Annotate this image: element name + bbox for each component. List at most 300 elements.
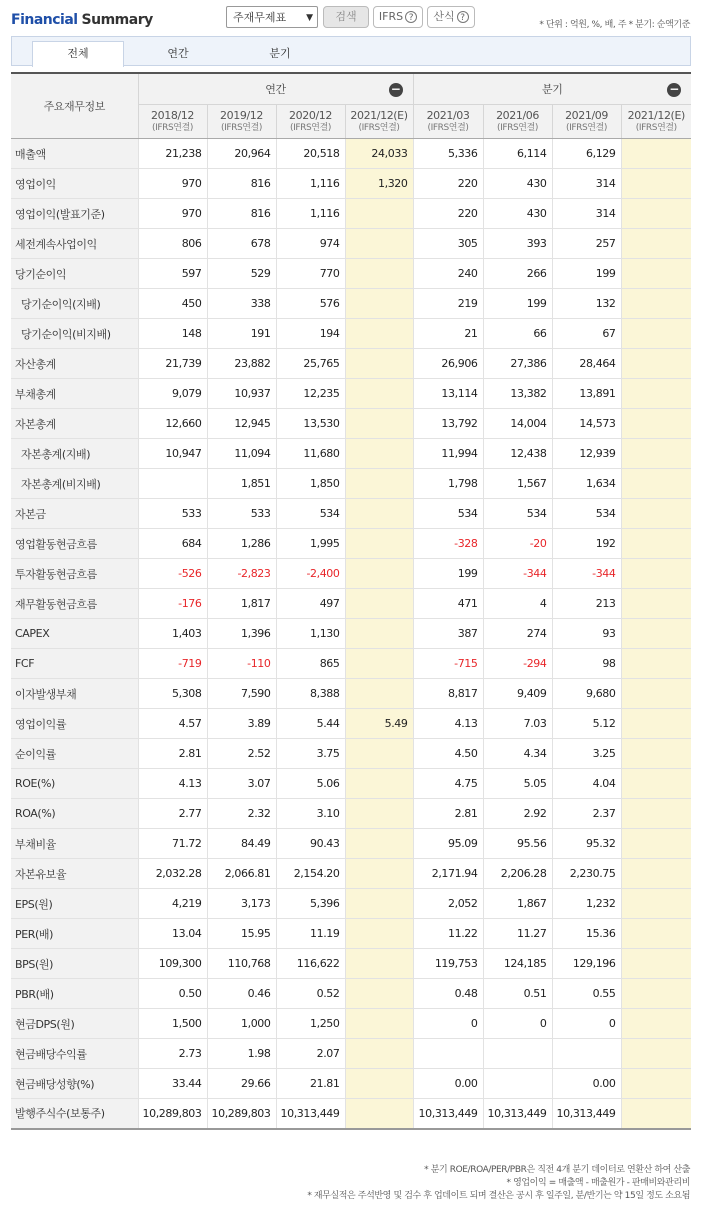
table-cell: 5.49 bbox=[345, 709, 413, 739]
column-basis: (IFRS연결) bbox=[427, 122, 469, 133]
table-cell bbox=[345, 949, 413, 979]
table-row bbox=[11, 949, 691, 979]
table-cell: 20,518 bbox=[276, 139, 345, 169]
table-cell: 314 bbox=[552, 199, 621, 229]
table-cell: 970 bbox=[138, 169, 207, 199]
table-cell: 10,289,803 bbox=[138, 1099, 207, 1129]
table-cell: 2.81 bbox=[413, 799, 483, 829]
quarter-group-header bbox=[413, 73, 691, 105]
table-cell: 10,313,449 bbox=[413, 1099, 483, 1129]
table-cell bbox=[345, 649, 413, 679]
table-cell bbox=[621, 319, 691, 349]
table-cell bbox=[621, 949, 691, 979]
table-cell: 2,154.20 bbox=[276, 859, 345, 889]
table-cell: 3.07 bbox=[207, 769, 276, 799]
table-cell bbox=[345, 259, 413, 289]
column-basis: (IFRS연결) bbox=[289, 122, 331, 133]
column-header bbox=[207, 105, 276, 139]
table-row bbox=[11, 919, 691, 949]
table-cell bbox=[345, 1009, 413, 1039]
table-cell: 11.19 bbox=[276, 919, 345, 949]
table-cell: 95.32 bbox=[552, 829, 621, 859]
table-cell bbox=[345, 979, 413, 1009]
table-cell bbox=[345, 469, 413, 499]
table-cell: 684 bbox=[138, 529, 207, 559]
tab-all[interactable]: 전체 bbox=[32, 41, 124, 67]
table-cell: 14,573 bbox=[552, 409, 621, 439]
table-cell: 266 bbox=[483, 259, 552, 289]
table-cell: 13,114 bbox=[413, 379, 483, 409]
table-cell bbox=[345, 529, 413, 559]
table-cell: 2,032.28 bbox=[138, 859, 207, 889]
table-cell: 4.50 bbox=[413, 739, 483, 769]
table-cell: 1,500 bbox=[138, 1009, 207, 1039]
table-cell: 13,891 bbox=[552, 379, 621, 409]
table-cell: 10,313,449 bbox=[552, 1099, 621, 1129]
column-header bbox=[138, 105, 207, 139]
table-cell: 1,320 bbox=[345, 169, 413, 199]
column-basis: (IFRS연결) bbox=[635, 122, 677, 133]
table-cell: 2.07 bbox=[276, 1039, 345, 1069]
table-cell: 11,994 bbox=[413, 439, 483, 469]
table-cell: 191 bbox=[207, 319, 276, 349]
table-cell bbox=[345, 409, 413, 439]
table-cell: 1,817 bbox=[207, 589, 276, 619]
table-row bbox=[11, 169, 691, 199]
table-cell bbox=[345, 829, 413, 859]
row-label: 영업이익(발표기준) bbox=[11, 199, 138, 229]
table-row bbox=[11, 319, 691, 349]
table-cell: 10,313,449 bbox=[483, 1099, 552, 1129]
table-row bbox=[11, 709, 691, 739]
table-cell: 2,066.81 bbox=[207, 859, 276, 889]
table-cell: 1,851 bbox=[207, 469, 276, 499]
row-label: 세전계속사업이익 bbox=[11, 229, 138, 259]
table-cell: -110 bbox=[207, 649, 276, 679]
table-cell: 192 bbox=[552, 529, 621, 559]
chevron-down-icon: ▼ bbox=[306, 13, 313, 23]
table-cell: 4.75 bbox=[413, 769, 483, 799]
table-cell bbox=[413, 1039, 483, 1069]
table-cell: -2,400 bbox=[276, 559, 345, 589]
table-cell bbox=[345, 769, 413, 799]
table-cell: 90.43 bbox=[276, 829, 345, 859]
ifrs-label: IFRS bbox=[378, 10, 404, 23]
row-header-label: 주요재무정보 bbox=[11, 73, 138, 139]
help-icon: ? bbox=[457, 11, 469, 23]
table-cell: 5.12 bbox=[552, 709, 621, 739]
table-cell: 534 bbox=[413, 499, 483, 529]
table-cell: 13.04 bbox=[138, 919, 207, 949]
table-cell bbox=[621, 679, 691, 709]
table-cell: 576 bbox=[276, 289, 345, 319]
row-label: 당기순이익(지배) bbox=[11, 289, 138, 319]
row-label: 당기순이익 bbox=[11, 259, 138, 289]
table-cell: 6,129 bbox=[552, 139, 621, 169]
statement-type-select[interactable] bbox=[226, 6, 318, 28]
table-cell: 0 bbox=[552, 1009, 621, 1039]
table-cell bbox=[345, 199, 413, 229]
table-cell: 194 bbox=[276, 319, 345, 349]
table-cell: 26,906 bbox=[413, 349, 483, 379]
row-label: PER(배) bbox=[11, 919, 138, 949]
table-cell bbox=[621, 649, 691, 679]
table-cell: 5.44 bbox=[276, 709, 345, 739]
column-header bbox=[345, 105, 413, 139]
table-cell: 529 bbox=[207, 259, 276, 289]
table-cell bbox=[621, 289, 691, 319]
table-cell: 0.52 bbox=[276, 979, 345, 1009]
table-cell bbox=[621, 799, 691, 829]
table-cell: 10,313,449 bbox=[276, 1099, 345, 1129]
table-cell: 497 bbox=[276, 589, 345, 619]
row-label: 자본유보율 bbox=[11, 859, 138, 889]
table-cell: 14,004 bbox=[483, 409, 552, 439]
column-period: 2021/06 bbox=[496, 108, 539, 122]
table-cell: 597 bbox=[138, 259, 207, 289]
table-cell: 3.89 bbox=[207, 709, 276, 739]
table-row bbox=[11, 979, 691, 1009]
table-cell: 7,590 bbox=[207, 679, 276, 709]
table-cell: 11,680 bbox=[276, 439, 345, 469]
annual-group-header bbox=[138, 73, 413, 105]
table-cell: -20 bbox=[483, 529, 552, 559]
column-basis: (IFRS연결) bbox=[220, 122, 262, 133]
table-cell: 2.37 bbox=[552, 799, 621, 829]
table-cell: 2.77 bbox=[138, 799, 207, 829]
table-cell: 2.52 bbox=[207, 739, 276, 769]
top-bar bbox=[0, 0, 702, 36]
table-cell: 12,939 bbox=[552, 439, 621, 469]
table-cell bbox=[621, 709, 691, 739]
table-cell bbox=[621, 199, 691, 229]
table-cell: 0.55 bbox=[552, 979, 621, 1009]
table-cell bbox=[621, 769, 691, 799]
table-row bbox=[11, 769, 691, 799]
table-cell bbox=[345, 1039, 413, 1069]
row-label: 현금DPS(원) bbox=[11, 1009, 138, 1039]
table-row bbox=[11, 829, 691, 859]
table-cell: -294 bbox=[483, 649, 552, 679]
row-label: 현금배당성향(%) bbox=[11, 1069, 138, 1099]
table-cell bbox=[345, 289, 413, 319]
page-title bbox=[11, 12, 153, 28]
search-button[interactable]: 검색 bbox=[323, 6, 369, 28]
table-cell: 816 bbox=[207, 169, 276, 199]
table-cell: 770 bbox=[276, 259, 345, 289]
table-row bbox=[11, 199, 691, 229]
table-row bbox=[11, 559, 691, 589]
row-label: ROA(%) bbox=[11, 799, 138, 829]
table-cell bbox=[621, 409, 691, 439]
table-cell: 10,937 bbox=[207, 379, 276, 409]
table-cell: 148 bbox=[138, 319, 207, 349]
table-cell: 0.00 bbox=[413, 1069, 483, 1099]
table-cell: 974 bbox=[276, 229, 345, 259]
table-row bbox=[11, 889, 691, 919]
table-row bbox=[11, 229, 691, 259]
table-cell bbox=[345, 559, 413, 589]
formula-help-button[interactable] bbox=[427, 6, 475, 28]
row-label: ROE(%) bbox=[11, 769, 138, 799]
table-row bbox=[11, 739, 691, 769]
table-cell: 1,995 bbox=[276, 529, 345, 559]
table-cell bbox=[621, 979, 691, 1009]
table-cell: 12,660 bbox=[138, 409, 207, 439]
table-cell: 3.10 bbox=[276, 799, 345, 829]
column-header bbox=[413, 105, 483, 139]
table-cell: 219 bbox=[413, 289, 483, 319]
footnote-line: * 재무실적은 주석반영 및 검수 후 업데이트 되며 결산은 공시 후 일주일, 분/반기는 약 15일 정도 소요됨 bbox=[307, 1191, 690, 1201]
table-row bbox=[11, 289, 691, 319]
table-row bbox=[11, 799, 691, 829]
table-cell: 213 bbox=[552, 589, 621, 619]
table-cell: 12,235 bbox=[276, 379, 345, 409]
table-cell: 0.00 bbox=[552, 1069, 621, 1099]
table-cell bbox=[345, 499, 413, 529]
table-row bbox=[11, 469, 691, 499]
table-cell: 816 bbox=[207, 199, 276, 229]
row-label: 자본총계 bbox=[11, 409, 138, 439]
help-icon: ? bbox=[405, 11, 417, 23]
table-cell: 11,094 bbox=[207, 439, 276, 469]
column-period: 2021/12(E) bbox=[350, 108, 408, 122]
table-cell bbox=[621, 379, 691, 409]
table-cell: 314 bbox=[552, 169, 621, 199]
row-label: 당기순이익(비지배) bbox=[11, 319, 138, 349]
table-cell bbox=[345, 379, 413, 409]
table-cell: 23,882 bbox=[207, 349, 276, 379]
table-cell: 534 bbox=[483, 499, 552, 529]
table-cell: 110,768 bbox=[207, 949, 276, 979]
table-cell bbox=[621, 859, 691, 889]
table-cell: 2,052 bbox=[413, 889, 483, 919]
table-cell: 12,438 bbox=[483, 439, 552, 469]
row-label: 영업이익률 bbox=[11, 709, 138, 739]
period-tabs bbox=[11, 36, 691, 66]
table-cell bbox=[552, 1039, 621, 1069]
row-label: 영업이익 bbox=[11, 169, 138, 199]
row-label: 순이익률 bbox=[11, 739, 138, 769]
table-cell: 2.81 bbox=[138, 739, 207, 769]
table-cell: 4.57 bbox=[138, 709, 207, 739]
row-label: 자본금 bbox=[11, 499, 138, 529]
table-row bbox=[11, 259, 691, 289]
table-cell bbox=[345, 319, 413, 349]
table-cell: 10,289,803 bbox=[207, 1099, 276, 1129]
table-cell: 27,386 bbox=[483, 349, 552, 379]
row-label: BPS(원) bbox=[11, 949, 138, 979]
table-cell bbox=[345, 589, 413, 619]
collapse-annual-icon[interactable]: − bbox=[389, 83, 403, 97]
table-cell bbox=[621, 559, 691, 589]
table-cell: 21,739 bbox=[138, 349, 207, 379]
financial-summary-table bbox=[11, 72, 691, 1130]
table-cell bbox=[345, 679, 413, 709]
table-cell bbox=[621, 349, 691, 379]
table-cell: 0.46 bbox=[207, 979, 276, 1009]
table-cell bbox=[345, 439, 413, 469]
row-label: 매출액 bbox=[11, 139, 138, 169]
column-basis: (IFRS연결) bbox=[151, 122, 193, 133]
table-row bbox=[11, 529, 691, 559]
table-cell: 1,850 bbox=[276, 469, 345, 499]
table-cell: 1,130 bbox=[276, 619, 345, 649]
table-cell: 95.09 bbox=[413, 829, 483, 859]
table-cell: 11.22 bbox=[413, 919, 483, 949]
row-label: 재무활동현금흐름 bbox=[11, 589, 138, 619]
table-cell: 67 bbox=[552, 319, 621, 349]
table-cell: 15.36 bbox=[552, 919, 621, 949]
tab-quarter[interactable]: 분기 bbox=[269, 47, 291, 60]
table-cell bbox=[621, 1069, 691, 1099]
table-cell: -2,823 bbox=[207, 559, 276, 589]
table-cell: 2,206.28 bbox=[483, 859, 552, 889]
table-cell: 678 bbox=[207, 229, 276, 259]
table-cell bbox=[621, 1039, 691, 1069]
column-period: 2019/12 bbox=[220, 108, 263, 122]
table-cell: 116,622 bbox=[276, 949, 345, 979]
table-cell: 4.04 bbox=[552, 769, 621, 799]
quarter-group-label: 분기 bbox=[542, 83, 563, 96]
table-cell: 430 bbox=[483, 199, 552, 229]
table-cell: 9,409 bbox=[483, 679, 552, 709]
table-cell: 3.75 bbox=[276, 739, 345, 769]
table-cell: 1,000 bbox=[207, 1009, 276, 1039]
table-cell: -344 bbox=[483, 559, 552, 589]
table-cell: 199 bbox=[483, 289, 552, 319]
table-cell: 2.92 bbox=[483, 799, 552, 829]
table-row bbox=[11, 649, 691, 679]
row-label: 영업활동현금흐름 bbox=[11, 529, 138, 559]
table-cell bbox=[345, 349, 413, 379]
ifrs-help-button[interactable] bbox=[373, 6, 423, 28]
table-cell: 1,634 bbox=[552, 469, 621, 499]
table-cell: 5,308 bbox=[138, 679, 207, 709]
table-cell: 533 bbox=[138, 499, 207, 529]
formula-label: 산식 bbox=[433, 10, 455, 23]
row-label: 자본총계(지배) bbox=[11, 439, 138, 469]
annual-group-label: 연간 bbox=[265, 83, 286, 96]
table-row bbox=[11, 139, 691, 169]
row-label: PBR(배) bbox=[11, 979, 138, 1009]
table-cell: 129,196 bbox=[552, 949, 621, 979]
table-cell bbox=[621, 469, 691, 499]
table-cell: 2,230.75 bbox=[552, 859, 621, 889]
table-cell bbox=[138, 469, 207, 499]
table-cell: -719 bbox=[138, 649, 207, 679]
table-cell bbox=[345, 889, 413, 919]
table-cell: 9,079 bbox=[138, 379, 207, 409]
table-row bbox=[11, 499, 691, 529]
table-cell: 2.73 bbox=[138, 1039, 207, 1069]
row-label: 투자활동현금흐름 bbox=[11, 559, 138, 589]
table-cell: 4.34 bbox=[483, 739, 552, 769]
table-cell: 33.44 bbox=[138, 1069, 207, 1099]
table-cell: 3,173 bbox=[207, 889, 276, 919]
table-cell: 8,388 bbox=[276, 679, 345, 709]
column-basis: (IFRS연결) bbox=[358, 122, 400, 133]
footnote-line: * 분기 ROE/ROA/PER/PBR은 직전 4개 분기 데이터로 연환산 하여 산출 bbox=[424, 1165, 690, 1175]
table-cell: 220 bbox=[413, 169, 483, 199]
table-cell: 806 bbox=[138, 229, 207, 259]
table-cell bbox=[621, 169, 691, 199]
table-cell bbox=[345, 1099, 413, 1129]
table-row bbox=[11, 679, 691, 709]
table-cell: 5.06 bbox=[276, 769, 345, 799]
table-cell: 305 bbox=[413, 229, 483, 259]
table-cell bbox=[621, 589, 691, 619]
table-row bbox=[11, 1069, 691, 1099]
table-cell: 3.25 bbox=[552, 739, 621, 769]
table-cell: 132 bbox=[552, 289, 621, 319]
table-cell: 84.49 bbox=[207, 829, 276, 859]
title-financial: Financial bbox=[11, 12, 78, 28]
table-row bbox=[11, 1009, 691, 1039]
row-label: 자본총계(비지배) bbox=[11, 469, 138, 499]
table-cell: 220 bbox=[413, 199, 483, 229]
table-cell: 124,185 bbox=[483, 949, 552, 979]
row-label: CAPEX bbox=[11, 619, 138, 649]
footnote-line: * 영업이익 = 매출액 - 매출원가 - 판매비와관리비 bbox=[506, 1178, 690, 1188]
table-cell: 1,232 bbox=[552, 889, 621, 919]
table-row bbox=[11, 589, 691, 619]
column-period: 2021/03 bbox=[426, 108, 470, 122]
table-row bbox=[11, 1039, 691, 1069]
table-cell: 24,033 bbox=[345, 139, 413, 169]
column-period: 2018/12 bbox=[151, 108, 194, 122]
row-label: 이자발생부채 bbox=[11, 679, 138, 709]
table-body bbox=[11, 139, 691, 1129]
table-cell: 865 bbox=[276, 649, 345, 679]
table-row bbox=[11, 409, 691, 439]
table-cell: 4,219 bbox=[138, 889, 207, 919]
table-cell: 6,114 bbox=[483, 139, 552, 169]
table-cell: 0 bbox=[483, 1009, 552, 1039]
table-cell: 25,765 bbox=[276, 349, 345, 379]
table-cell: 5,336 bbox=[413, 139, 483, 169]
column-header bbox=[483, 105, 552, 139]
table-cell: 8,817 bbox=[413, 679, 483, 709]
table-cell: -176 bbox=[138, 589, 207, 619]
title-summary: Summary bbox=[81, 12, 153, 28]
table-cell bbox=[621, 739, 691, 769]
table-cell bbox=[345, 919, 413, 949]
table-row bbox=[11, 859, 691, 889]
table-cell: 1,396 bbox=[207, 619, 276, 649]
table-cell: 430 bbox=[483, 169, 552, 199]
statement-type-value: 주재무제표 bbox=[233, 11, 287, 24]
table-cell bbox=[345, 859, 413, 889]
table-cell: 28,464 bbox=[552, 349, 621, 379]
table-cell: 970 bbox=[138, 199, 207, 229]
tab-annual[interactable]: 연간 bbox=[167, 47, 189, 60]
table-cell: 109,300 bbox=[138, 949, 207, 979]
table-cell: 4.13 bbox=[138, 769, 207, 799]
row-label: 부채총계 bbox=[11, 379, 138, 409]
table-cell: 7.03 bbox=[483, 709, 552, 739]
collapse-quarter-icon[interactable]: − bbox=[667, 83, 681, 97]
table-cell: 9,680 bbox=[552, 679, 621, 709]
table-cell bbox=[345, 739, 413, 769]
table-cell bbox=[621, 439, 691, 469]
table-cell: 1,798 bbox=[413, 469, 483, 499]
table-cell: 1,116 bbox=[276, 169, 345, 199]
table-cell: 21,238 bbox=[138, 139, 207, 169]
table-cell: 1,116 bbox=[276, 199, 345, 229]
table-cell: 0 bbox=[413, 1009, 483, 1039]
table-cell bbox=[483, 1069, 552, 1099]
